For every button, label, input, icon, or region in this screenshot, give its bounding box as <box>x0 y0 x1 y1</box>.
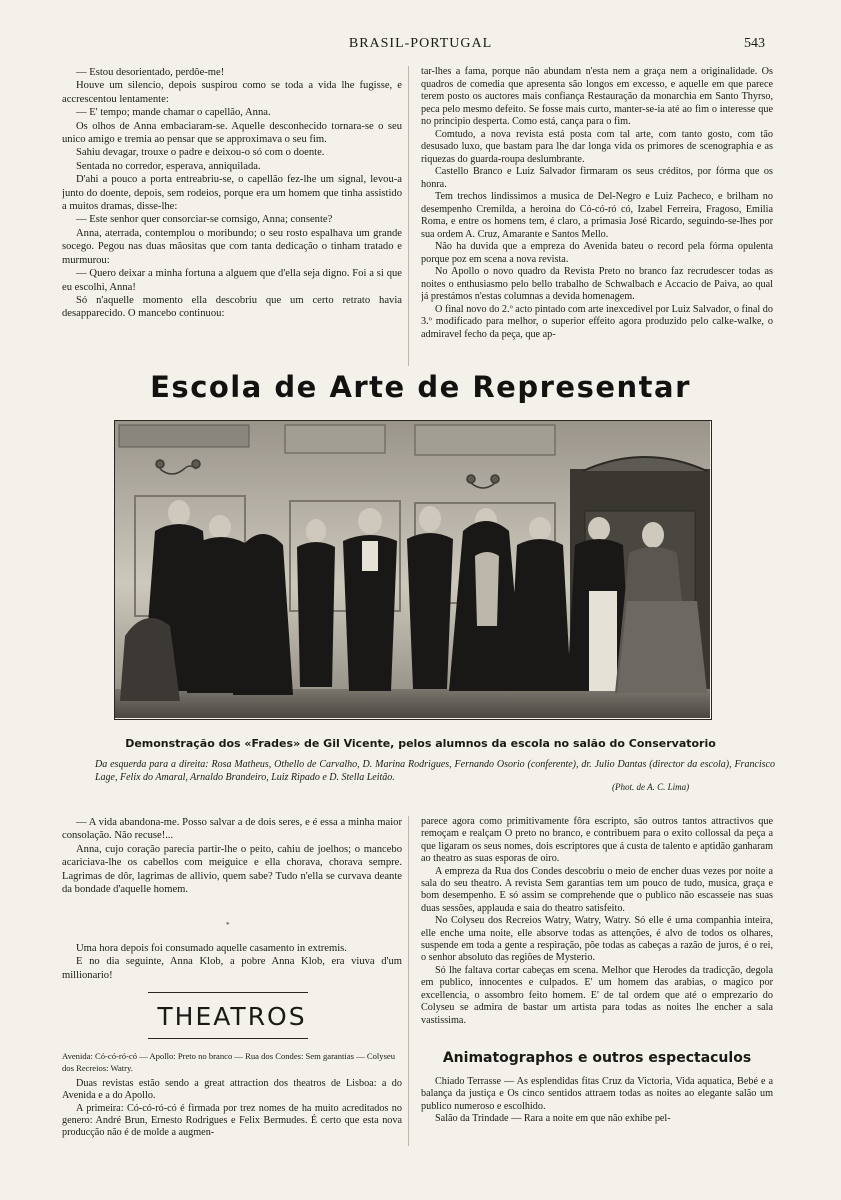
paragraph: Comtudo, a nova revista está posta com tal arte, com tanto gosto, com tão desusado luxo, que bastam para lhe dar longa vida os primores de scenographia e as riquezas do guarda-roupa deslumbrante. <box>421 128 773 165</box>
paragraph: — Este senhor quer consorciar-se comsigo, Anna; consente? <box>76 214 333 226</box>
section-ornament: * <box>226 921 230 929</box>
feature-title: Escola de Arte de Representar <box>150 370 691 404</box>
paragraph: — A vida abandona-me. Posso salvar a de dois seres, e é essa a minha maior consolação. Não recuse!... <box>62 817 402 842</box>
section-title-theatros: THEATROS <box>157 1002 307 1031</box>
rule <box>148 1038 308 1039</box>
photo-credit: (Phot. de A. C. Lima) <box>612 782 690 792</box>
paragraph: Só n'aquelle momento ella descobriu que um certo retrato havia desapparecido. O mancebo continuou: <box>62 294 402 320</box>
paragraph: Sahiu devagar, trouxe o padre e deixou-o só com o doente. <box>76 147 325 159</box>
paragraph: No Colyseu dos Recreios Watry, Watry, Watry. Só elle é uma companhia inteira, elle enche uma noite, elle absorve todas as attenções, é alvo de todos os olhares, suspende em toda a gente a respiração, põe todas as cabeças a razão de juros, é o rei, o senhor absoluto das regiões de Mysterio. <box>421 915 773 964</box>
paragraph: Só lhe faltava cortar cabeças em scena. Melhor que Herodes da tradicção, degola em publico, innocentes e culpados. E' um homem das arabias, o magico por excellencia, o assombro feito homem. E' de tal ordem que até o emprezario do Colyseu se admira de bastar um artista para todas as noites lhe encher a sala vastissima. <box>421 964 773 1026</box>
paragraph: Chiado Terrasse — As esplendidas fitas Cruz da Victoria, Vida aquatica, Bebé e a balança da justiça e Os cinco sentidos attraem todas as noites ao elegante salão um publico numeroso e escolhido. <box>421 1076 773 1112</box>
paragraph: Os olhos de Anna embaciaram-se. Aquelle desconhecido tornara-se o seu unico amigo e tremia ao pensar que se approximava o seu fim. <box>62 120 402 146</box>
paragraph: parece agora como primitivamente fôra escripto, são outros tantos attractivos que remoçam e realçam O preto no branco, e contribuem para o exito collossal da peça a que ligaram os seus nomes, dois escriptores que á custa de talento e aptidão ganharam ao theatro as suas esporas de oiro. <box>421 816 773 865</box>
running-head: BRASIL-PORTUGAL <box>348 36 493 51</box>
group-photograph <box>114 420 712 720</box>
paragraph: No Apollo o novo quadro da Revista Preto no branco faz recrudescer todas as noites o enthusiasmo pelo bello trabalho de Schwalbach e Accacio de Paiva, ao qual já prestámos n'estas columnas a devida homenagem. <box>421 266 773 302</box>
paragraph: Salão da Trindade — Rara a noite em que não exhibe pel- <box>435 1113 671 1125</box>
paragraph: Tem trechos lindissimos a musica de Del-Negro e Luiz Pacheco, e brilham no desempenho Cremilda, a heroina do Có-có-ró có, Izabel Ferreira, Fragoso, Emilia Roma, e entre os homens tem, é claro, a primasia José Ricardo, seguindo-se-lhes por sua ordem A. Cruz, Amarante e Santos Mello. <box>421 191 773 240</box>
paragraph: Duas revistas estão sendo a great attraction dos theatros de Lisboa: a do Avenida e a do Apollo. <box>62 1078 402 1102</box>
paragraph: tar-lhes a fama, porque não abundam n'esta nem a graça nem a originalidade. Os quadros de comedia que apresenta são longos em excesso, e aquelle em que parece terem posto os auctores mais confiança Restauração da monarchia em Santo Thyrso, peca pelo mesmo defeito. Se fosse mais curto, manter-se-ia até ao fim o interesse que no principio desperta. Como está, cança para o fim. <box>421 66 773 127</box>
review-column-top-right <box>421 66 773 370</box>
paragraph: — E' tempo; mande chamar o capellão, Anna. <box>76 107 271 119</box>
paragraph: A empreza da Rua dos Condes descobriu o meio de encher duas vezes por noite a sala do seu theatro. A revista Sem garantias tem um pouco de tudo, musica, graça e bom desempenho. E só assim se comprehende que o publico não escasseie nas suas duas sessões, applauda e saia do theatro satisfeito. <box>421 865 773 914</box>
rule <box>148 992 308 993</box>
animatographos-column <box>421 1076 773 1136</box>
paragraph: Anna, cujo coração parecia partir-lhe o peito, cahiu de joelhos; o mancebo acariciava-lhe os cabellos com meiguice e ella chorava, chorava sempre. Lagrimas de dôr, lagrimas de allivio, quem sabe? Tudo n'ella se curvava deante da bondade d'aquelle homem. <box>62 843 402 896</box>
column-divider <box>408 66 409 366</box>
paragraph: A primeira: Có-có-ró-có é firmada por trez nomes de ha muito acreditados no genero: André Brun, Ernesto Rodrigues e Felix Bermudes. É certo que esta nova producção não é de molde a augmen- <box>62 1102 402 1139</box>
paragraph: D'ahi a pouco a porta entreabriu-se, o capellão fez-lhe um signal, levou-a junto do doente, depois, sem rodeios, porque era um homem que tinha assistido a muitos dramas, disse-lhe: <box>62 174 402 213</box>
review-column-bottom-right <box>421 816 773 1046</box>
photo-caption: Demonstração dos «Frades» de Gil Vicente, pelos alumnos da escola no salão do Conservatorio <box>125 737 716 750</box>
paragraph: Não ha duvida que a empreza do Avenida bateu o record pela fórma opulenta porque poz em scena a nova revista. <box>421 241 773 265</box>
page-number: 543 <box>744 36 765 51</box>
column-divider <box>408 816 409 1146</box>
paragraph: — Estou desorientado, perdôe-me! <box>76 67 225 78</box>
story-column-bottom-left <box>62 816 402 946</box>
paragraph: Castello Branco e Luiz Salvador firmaram os seus créditos, por fórma que os honra. <box>421 166 773 190</box>
paragraph: Uma hora depois foi consumado aquelle casamento in extremis. <box>76 943 347 954</box>
paragraph: Sentada no corredor, esperava, anniquilada. <box>76 160 261 172</box>
paragraph: Houve um silencio, depois suspirou como se toda a vida lhe fugisse, e accrescentou lentamente: <box>62 80 402 105</box>
page-header <box>0 36 841 56</box>
story-column-top-left <box>62 66 402 370</box>
theatre-bill: Avenida: Có-có-ró-có — Apollo: Preto no branco — Rua dos Condes: Sem garantias — Colyseu dos Recreios: Watry. <box>62 1051 396 1073</box>
paragraph: E no dia seguinte, Anna Klob, a pobre Anna Klob, era viuva d'um millionario! <box>62 956 402 981</box>
paragraph: Anna, aterrada, contemplou o moribundo; o seu rosto espalhava um grande socego. Pegou nas duas mãositas que com tanta dedicação o tinham tratado e murmurou: <box>62 227 402 266</box>
photo-illustration <box>115 421 710 718</box>
theatros-column <box>62 1078 402 1142</box>
paragraph: — Quero deixar a minha fortuna a alguem que d'ella seja digno. Foi a si que eu escolhi, Anna! <box>62 268 402 293</box>
section-title-animatographos: Animatographos e outros espectaculos <box>442 1050 752 1066</box>
photo-subcaption: Da esquerda para a direita: Rosa Matheus, Othello de Carvalho, D. Marina Rodrigues, Fernando Osorio (conferente), dr. Julio Dantas (director da escola), Francisco Lage, Felix do Amaral, Arnaldo Brandeiro, Luiz Ripado e D. Stella Leitão. <box>95 759 775 783</box>
paragraph: O final novo do 2.º acto pintado com arte inexcedivel por Luiz Salvador, o final do 3.º modificado para melhor, o superior effeito agora produzido pelo calke-walke, o admiravel fecho da peça, que ap- <box>421 303 773 340</box>
story-ending <box>62 942 402 992</box>
